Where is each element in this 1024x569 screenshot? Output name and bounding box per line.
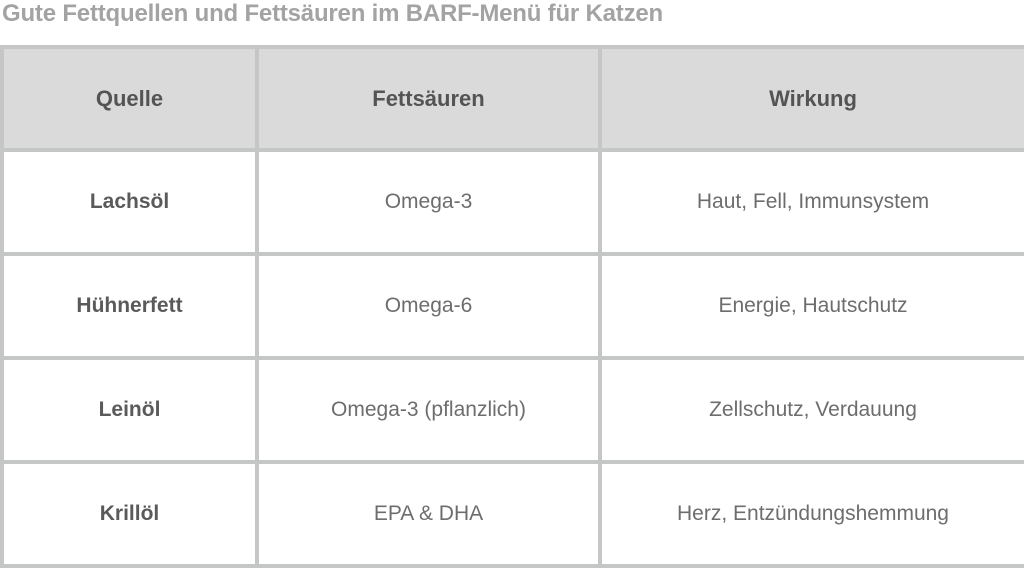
table-header-row (2, 47, 1024, 150)
cell-fatty-acids: Omega-3 (257, 150, 600, 254)
header-cell-quelle: Quelle (2, 47, 257, 150)
table-row (2, 150, 1024, 254)
fat-sources-table (0, 45, 1024, 568)
header-cell-fettsaeuren: Fettsäuren (257, 47, 600, 150)
cell-fatty-acids: Omega-3 (pflanzlich) (257, 358, 600, 462)
table-row (2, 254, 1024, 358)
cell-effect: Herz, Entzündungshemmung (600, 462, 1024, 566)
cell-fatty-acids: Omega-6 (257, 254, 600, 358)
cell-source: Lachsöl (2, 150, 257, 254)
page-title: Gute Fettquellen und Fettsäuren im BARF-Menü für Katzen (2, 0, 664, 27)
cell-fatty-acids: EPA & DHA (257, 462, 600, 566)
cell-effect: Energie, Hautschutz (600, 254, 1024, 358)
table-row (2, 358, 1024, 462)
cell-effect: Zellschutz, Verdauung (600, 358, 1024, 462)
cell-source: Leinöl (2, 358, 257, 462)
cell-effect: Haut, Fell, Immunsystem (600, 150, 1024, 254)
cell-source: Hühnerfett (2, 254, 257, 358)
header-cell-wirkung: Wirkung (600, 47, 1024, 150)
table-row (2, 462, 1024, 566)
cell-source: Krillöl (2, 462, 257, 566)
